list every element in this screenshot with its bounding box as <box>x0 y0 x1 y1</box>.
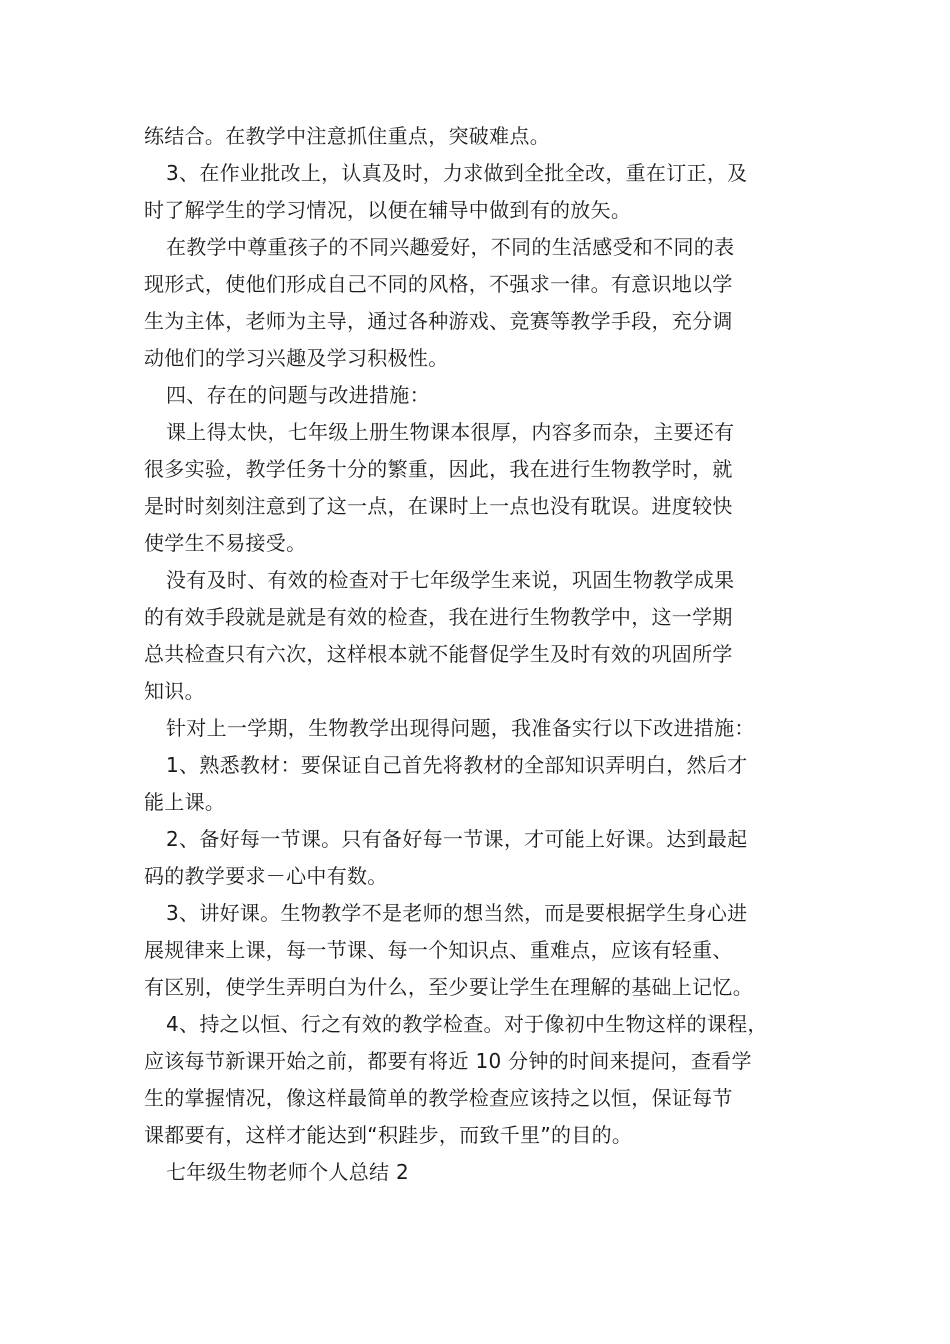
text-line: 动他们的学习兴趣及学习积极性。 <box>144 346 449 370</box>
text-line: 生的掌握情况，像这样最简单的教学检查应该持之以恒，保证每节 <box>144 1086 733 1110</box>
text-line: 练结合。在教学中注意抓住重点，突破难点。 <box>144 124 550 148</box>
text-line: 应该每节新课开始之前，都要有将近 10 分钟的时间来提问，查看学 <box>144 1049 752 1073</box>
text-line: 1、熟悉教材：要保证自己首先将教材的全部知识弄明白，然后才 <box>166 753 748 777</box>
text-line: 有区别，使学生弄明白为什么，至少要让学生在理解的基础上记忆。 <box>144 975 753 999</box>
text-line: 针对上一学期，生物教学出现得问题，我准备实行以下改进措施： <box>166 716 755 740</box>
text-line: 2、备好每一节课。只有备好每一节课，才可能上好课。达到最起 <box>166 827 748 851</box>
text-line: 使学生不易接受。 <box>144 531 307 555</box>
text-line: 3、在作业批改上，认真及时，力求做到全批全改，重在订正，及 <box>166 161 748 185</box>
text-line: 现形式，使他们形成自己不同的风格，不强求一律。有意识地以学 <box>144 272 733 296</box>
text-line: 生为主体，老师为主导，通过各种游戏、竞赛等教学手段，充分调 <box>144 309 733 333</box>
text-line: 时了解学生的学习情况，以便在辅导中做到有的放矢。 <box>144 198 632 222</box>
text-line: 七年级生物老师个人总结 2 <box>166 1160 409 1184</box>
document-body <box>144 118 814 1191</box>
text-line: 的有效手段就是就是有效的检查，我在进行生物教学中，这一学期 <box>144 605 733 629</box>
text-line: 能上课。 <box>144 790 226 814</box>
text-line: 没有及时、有效的检查对于七年级学生来说，巩固生物教学成果 <box>166 568 735 592</box>
text-line: 4、持之以恒、行之有效的教学检查。对于像初中生物这样的课程， <box>166 1012 768 1036</box>
text-line: 四、存在的问题与改进措施： <box>166 383 430 407</box>
text-line: 很多实验，教学任务十分的繁重，因此，我在进行生物教学时，就 <box>144 457 733 481</box>
text-line: 课上得太快，七年级上册生物课本很厚，内容多而杂，主要还有 <box>166 420 735 444</box>
text-line: 知识。 <box>144 679 205 703</box>
text-line: 3、讲好课。生物教学不是老师的想当然，而是要根据学生身心进 <box>166 901 748 925</box>
text-line: 展规律来上课，每一节课、每一个知识点、重难点，应该有轻重、 <box>144 938 733 962</box>
text-line: 总共检查只有六次，这样根本就不能督促学生及时有效的巩固所学 <box>144 642 733 666</box>
text-line: 是时时刻刻注意到了这一点，在课时上一点也没有耽误。进度较快 <box>144 494 733 518</box>
text-line: 在教学中尊重孩子的不同兴趣爱好，不同的生活感受和不同的表 <box>166 235 735 259</box>
text-line: 课都要有，这样才能达到“积跬步，而致千里”的目的。 <box>144 1123 633 1147</box>
text-line: 码的教学要求－心中有数。 <box>144 864 388 888</box>
